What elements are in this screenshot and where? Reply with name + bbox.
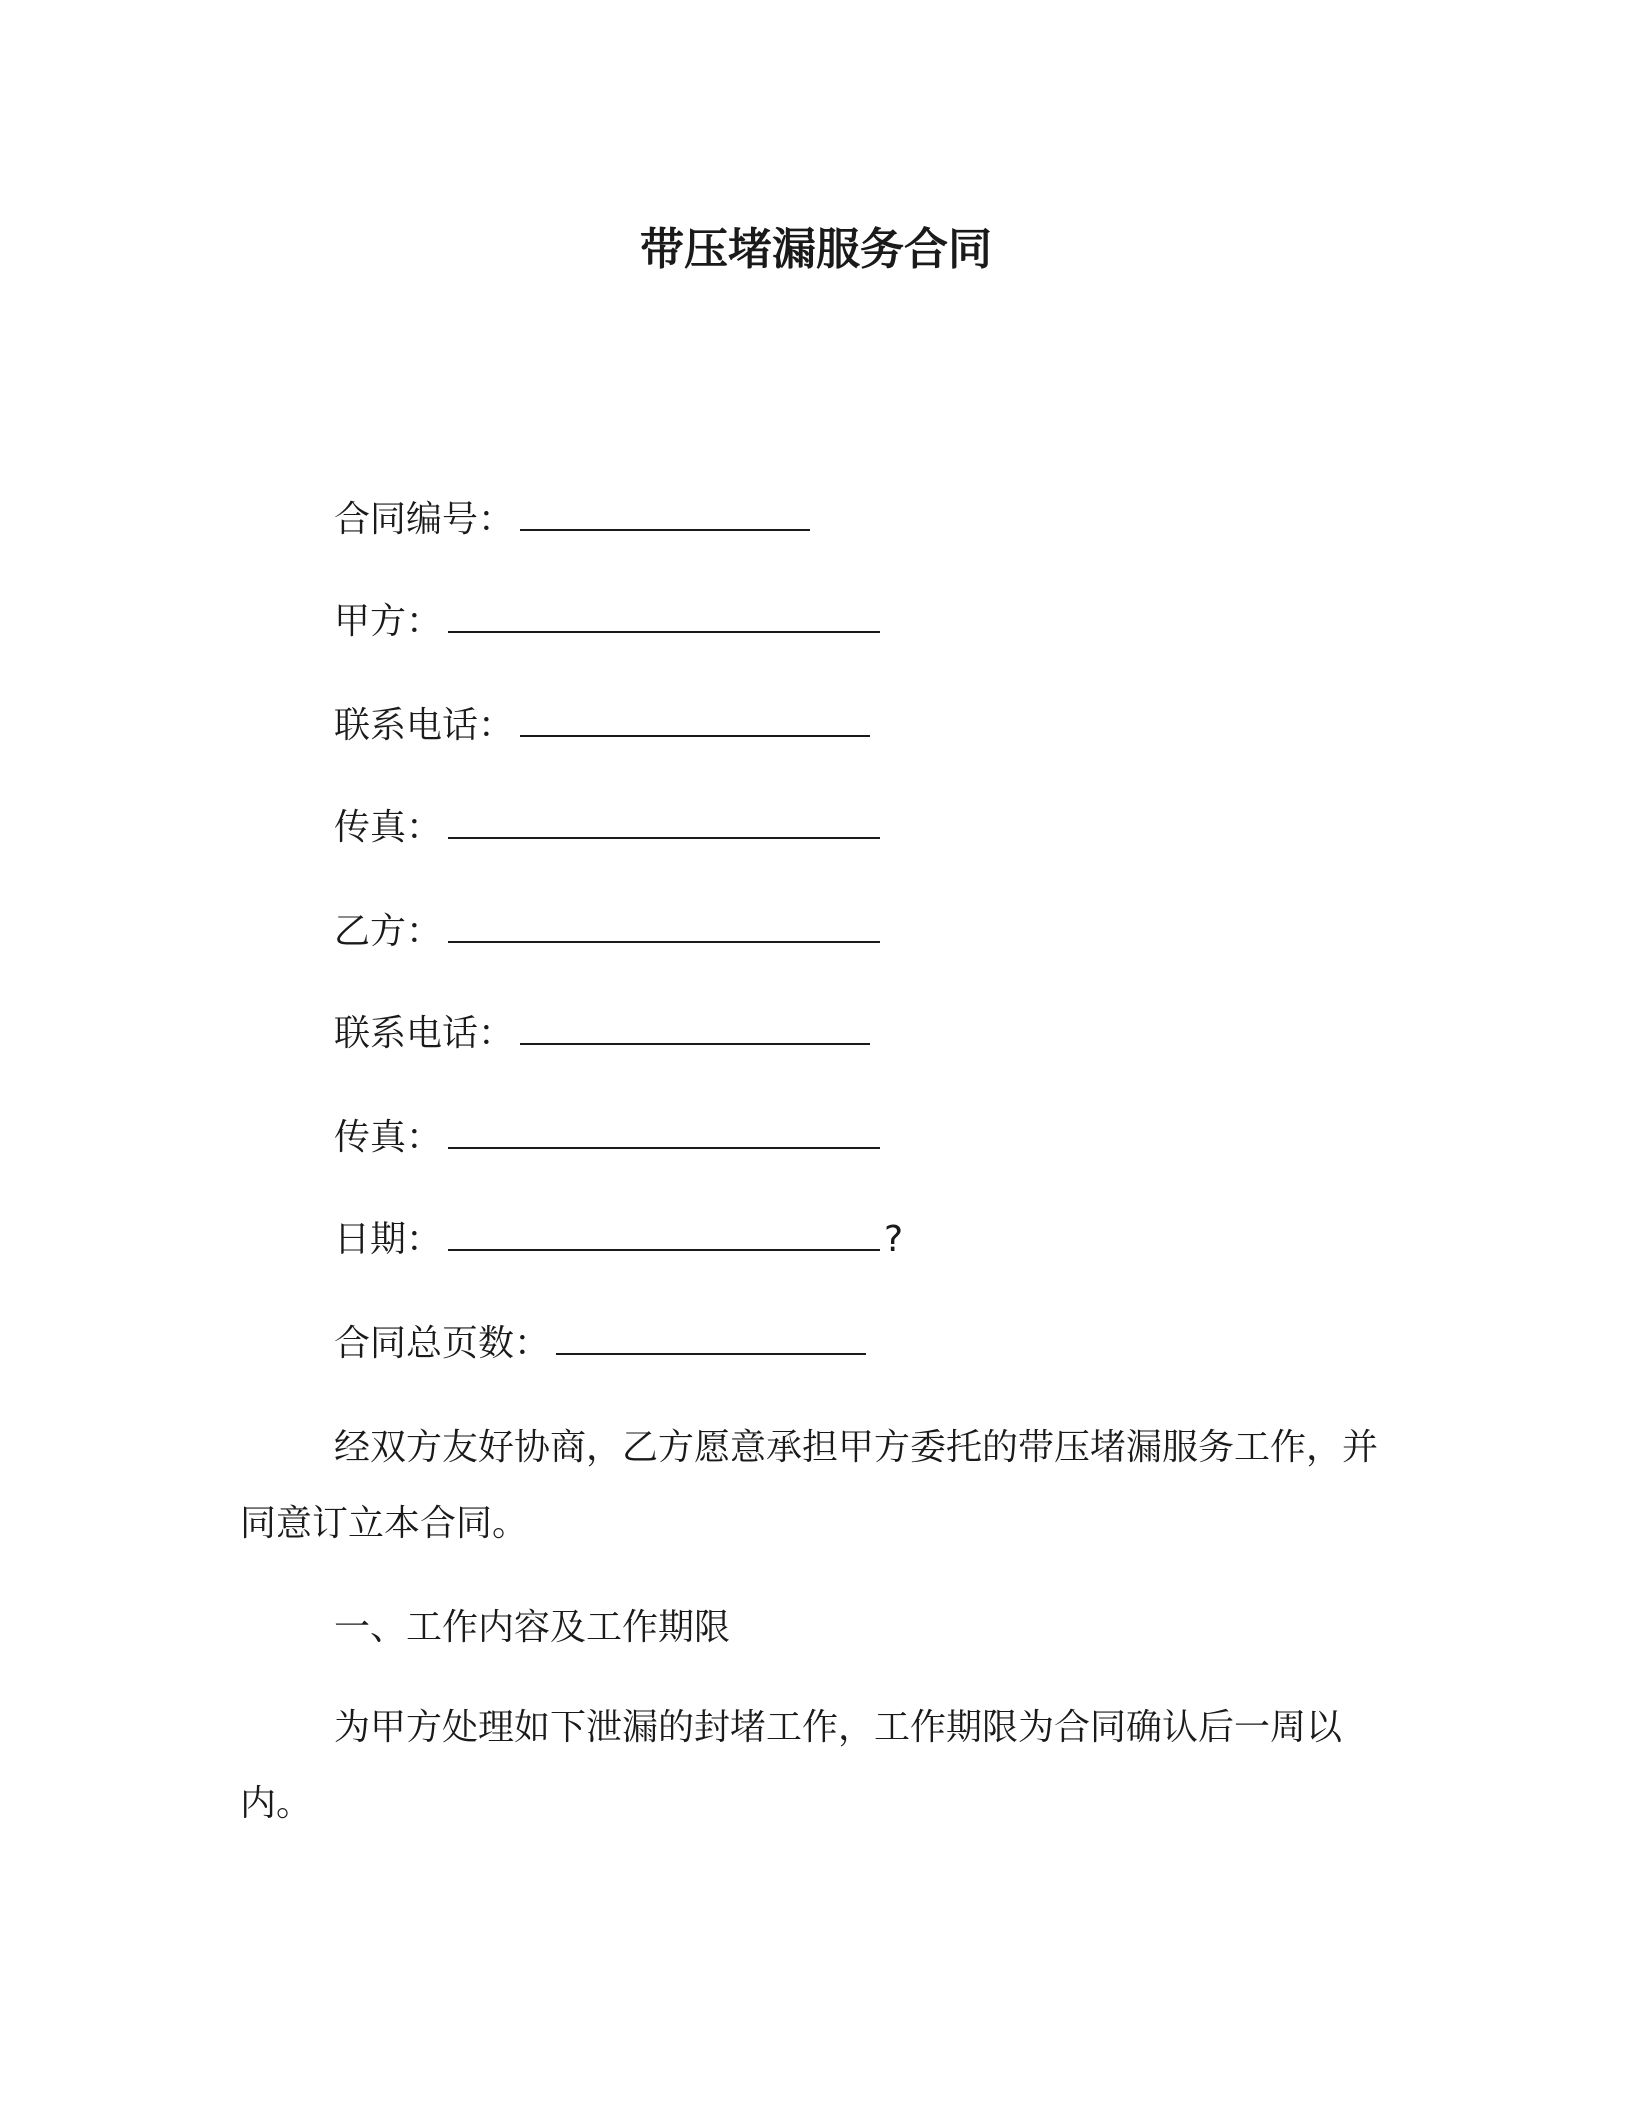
- field-party-b-fax: [334, 1114, 880, 1162]
- field-contract-number: [334, 496, 810, 544]
- field-label: 联系电话：: [334, 1013, 515, 1054]
- blank-line[interactable]: [556, 1323, 866, 1355]
- field-label: 合同总页数：: [334, 1323, 551, 1364]
- section-1-text: 为甲方处理如下泄漏的封堵工作，工作期限为合同确认后一周以内。: [240, 1707, 1343, 1824]
- section-1-heading: 一、工作内容及工作期限: [334, 1607, 731, 1648]
- field-party-a: [334, 598, 880, 646]
- blank-line[interactable]: [520, 1013, 870, 1045]
- field-label: 日期：: [334, 1219, 443, 1260]
- field-label: 联系电话：: [334, 705, 515, 746]
- field-party-b: [334, 908, 880, 956]
- blank-line[interactable]: [520, 705, 870, 737]
- field-label: 甲方：: [334, 601, 443, 642]
- field-label: 传真：: [334, 807, 443, 848]
- section-1-body: [240, 1690, 1380, 1842]
- field-party-a-fax: [334, 804, 880, 852]
- field-date: [334, 1216, 903, 1264]
- field-label: 合同编号：: [334, 499, 515, 540]
- blank-line[interactable]: [448, 1117, 880, 1149]
- field-label: 传真：: [334, 1117, 443, 1158]
- blank-line[interactable]: [448, 911, 880, 943]
- blank-line[interactable]: [448, 1219, 880, 1251]
- field-label: 乙方：: [334, 911, 443, 952]
- blank-line[interactable]: [448, 601, 880, 633]
- intro-text: 经双方友好协商，乙方愿意承担甲方委托的带压堵漏服务工作，并同意订立本合同。: [240, 1427, 1379, 1544]
- field-suffix: ?: [884, 1219, 904, 1260]
- field-party-b-phone: [334, 1010, 870, 1058]
- blank-line[interactable]: [448, 807, 880, 839]
- document-title: 带压堵漏服务合同: [640, 224, 992, 275]
- blank-line[interactable]: [520, 499, 810, 531]
- field-party-a-phone: [334, 702, 870, 750]
- field-total-pages: [334, 1320, 866, 1368]
- intro-paragraph: [240, 1410, 1380, 1562]
